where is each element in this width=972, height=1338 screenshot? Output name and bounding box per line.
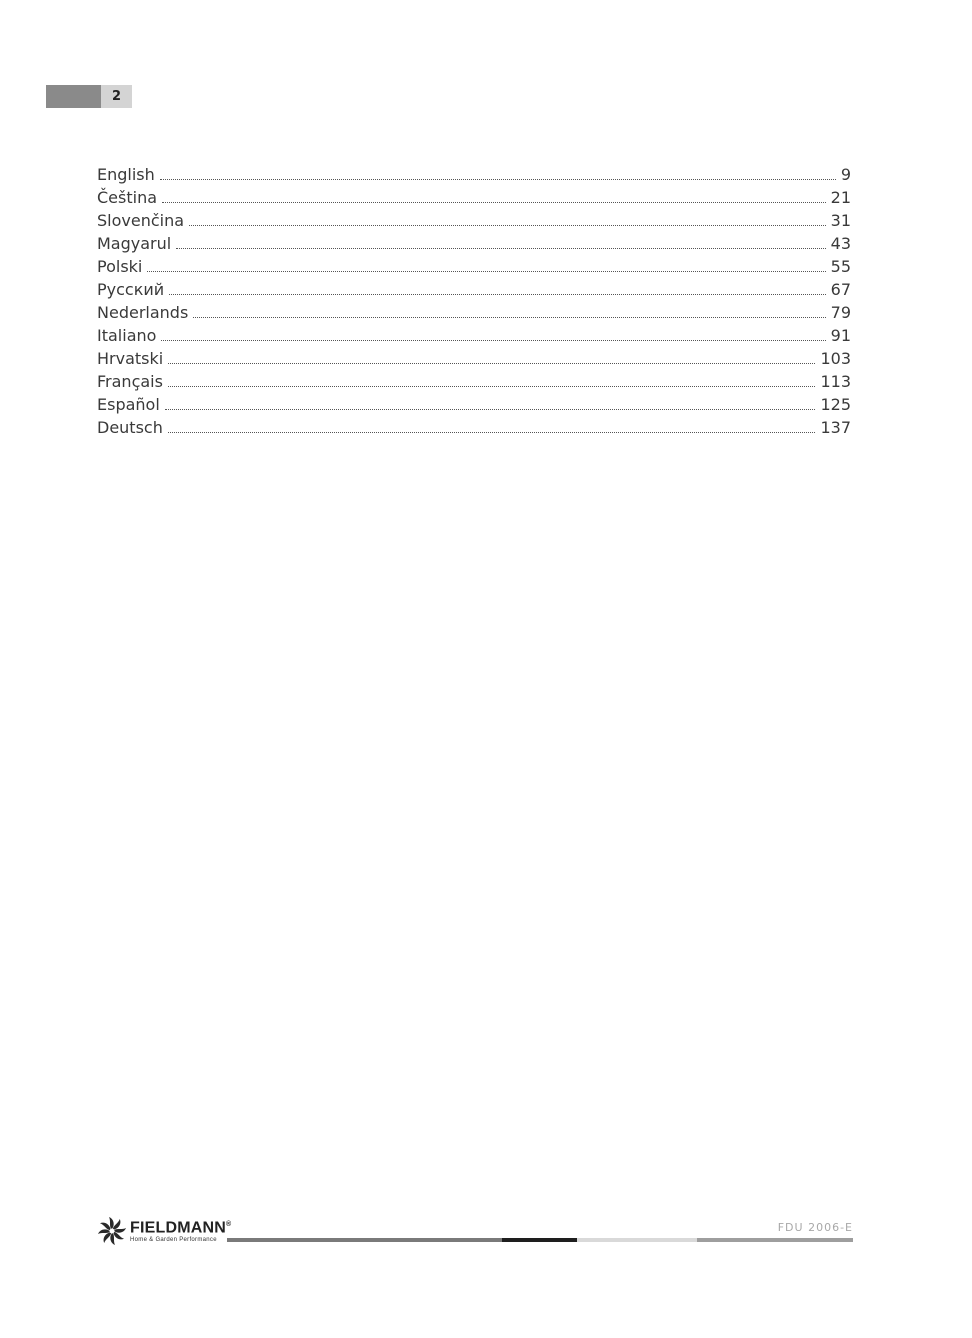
toc-language: Español xyxy=(97,395,160,414)
toc-language: Slovenčina xyxy=(97,211,185,230)
brand-name xyxy=(130,1216,231,1236)
toc-page-number: 67 xyxy=(830,280,851,299)
toc-page-number: 91 xyxy=(830,326,851,345)
toc-entry[interactable] xyxy=(97,278,851,301)
toc-leader-dots xyxy=(162,201,826,203)
toc-page-number: 137 xyxy=(820,418,851,437)
footer-rule-segment xyxy=(502,1238,577,1242)
footer-rule-segment xyxy=(697,1238,853,1242)
toc-entry[interactable] xyxy=(97,416,851,439)
toc-page-number: 43 xyxy=(830,234,851,253)
toc-language: Русский xyxy=(97,280,165,299)
toc-page-number: 103 xyxy=(820,349,851,368)
toc-entry[interactable] xyxy=(97,186,851,209)
toc-language: Magyarul xyxy=(97,234,172,253)
toc-leader-dots xyxy=(147,270,825,272)
toc-entry[interactable] xyxy=(97,301,851,324)
toc-page-number: 125 xyxy=(820,395,851,414)
footer-rule-segment xyxy=(227,1238,502,1242)
toc-page-number: 79 xyxy=(830,303,851,322)
toc-language: Polski xyxy=(97,257,143,276)
toc-language: Hrvatski xyxy=(97,349,164,368)
toc-language: Deutsch xyxy=(97,418,163,437)
toc-entry[interactable] xyxy=(97,163,851,186)
toc-entry[interactable] xyxy=(97,393,851,416)
page-footer xyxy=(97,1216,853,1250)
model-number: FDU 2006-E xyxy=(777,1221,853,1234)
toc-page-number: 113 xyxy=(820,372,851,391)
toc-entry[interactable] xyxy=(97,232,851,255)
toc-language: Français xyxy=(97,372,163,391)
toc-page-number: 21 xyxy=(830,188,851,207)
toc-leader-dots xyxy=(168,362,815,364)
toc-page-number: 9 xyxy=(840,165,851,184)
toc-page-number: 55 xyxy=(830,257,851,276)
toc-language: Čeština xyxy=(97,188,158,207)
toc-page-number: 31 xyxy=(830,211,851,230)
toc-entry[interactable] xyxy=(97,370,851,393)
toc-language: English xyxy=(97,165,155,184)
toc-leader-dots xyxy=(169,293,825,295)
toc-leader-dots xyxy=(193,316,825,318)
page-number: 2 xyxy=(101,85,132,108)
toc-entry[interactable] xyxy=(97,324,851,347)
footer-rule-segment xyxy=(577,1238,697,1242)
toc-leader-dots xyxy=(168,385,816,387)
toc-leader-dots xyxy=(161,339,825,341)
toc-entry[interactable] xyxy=(97,209,851,232)
page-tab-bar xyxy=(46,85,101,108)
toc-leader-dots xyxy=(165,408,816,410)
fan-blades-icon xyxy=(97,1216,127,1246)
toc-leader-dots xyxy=(160,178,836,180)
toc-leader-dots xyxy=(189,224,826,226)
toc-language: Italiano xyxy=(97,326,157,345)
registered-mark: ® xyxy=(226,1221,232,1228)
page-number-tab xyxy=(46,85,132,108)
brand-tagline: Home & Garden Performance xyxy=(130,1237,217,1244)
toc-language: Nederlands xyxy=(97,303,189,322)
toc-entry[interactable] xyxy=(97,347,851,370)
footer-rule xyxy=(227,1238,853,1242)
toc-entry[interactable] xyxy=(97,255,851,278)
brand-wordmark: FIELDMANN xyxy=(130,1219,227,1237)
fieldmann-logo xyxy=(97,1216,231,1246)
toc-leader-dots xyxy=(176,247,825,249)
toc-leader-dots xyxy=(168,431,816,433)
table-of-contents xyxy=(97,163,851,439)
